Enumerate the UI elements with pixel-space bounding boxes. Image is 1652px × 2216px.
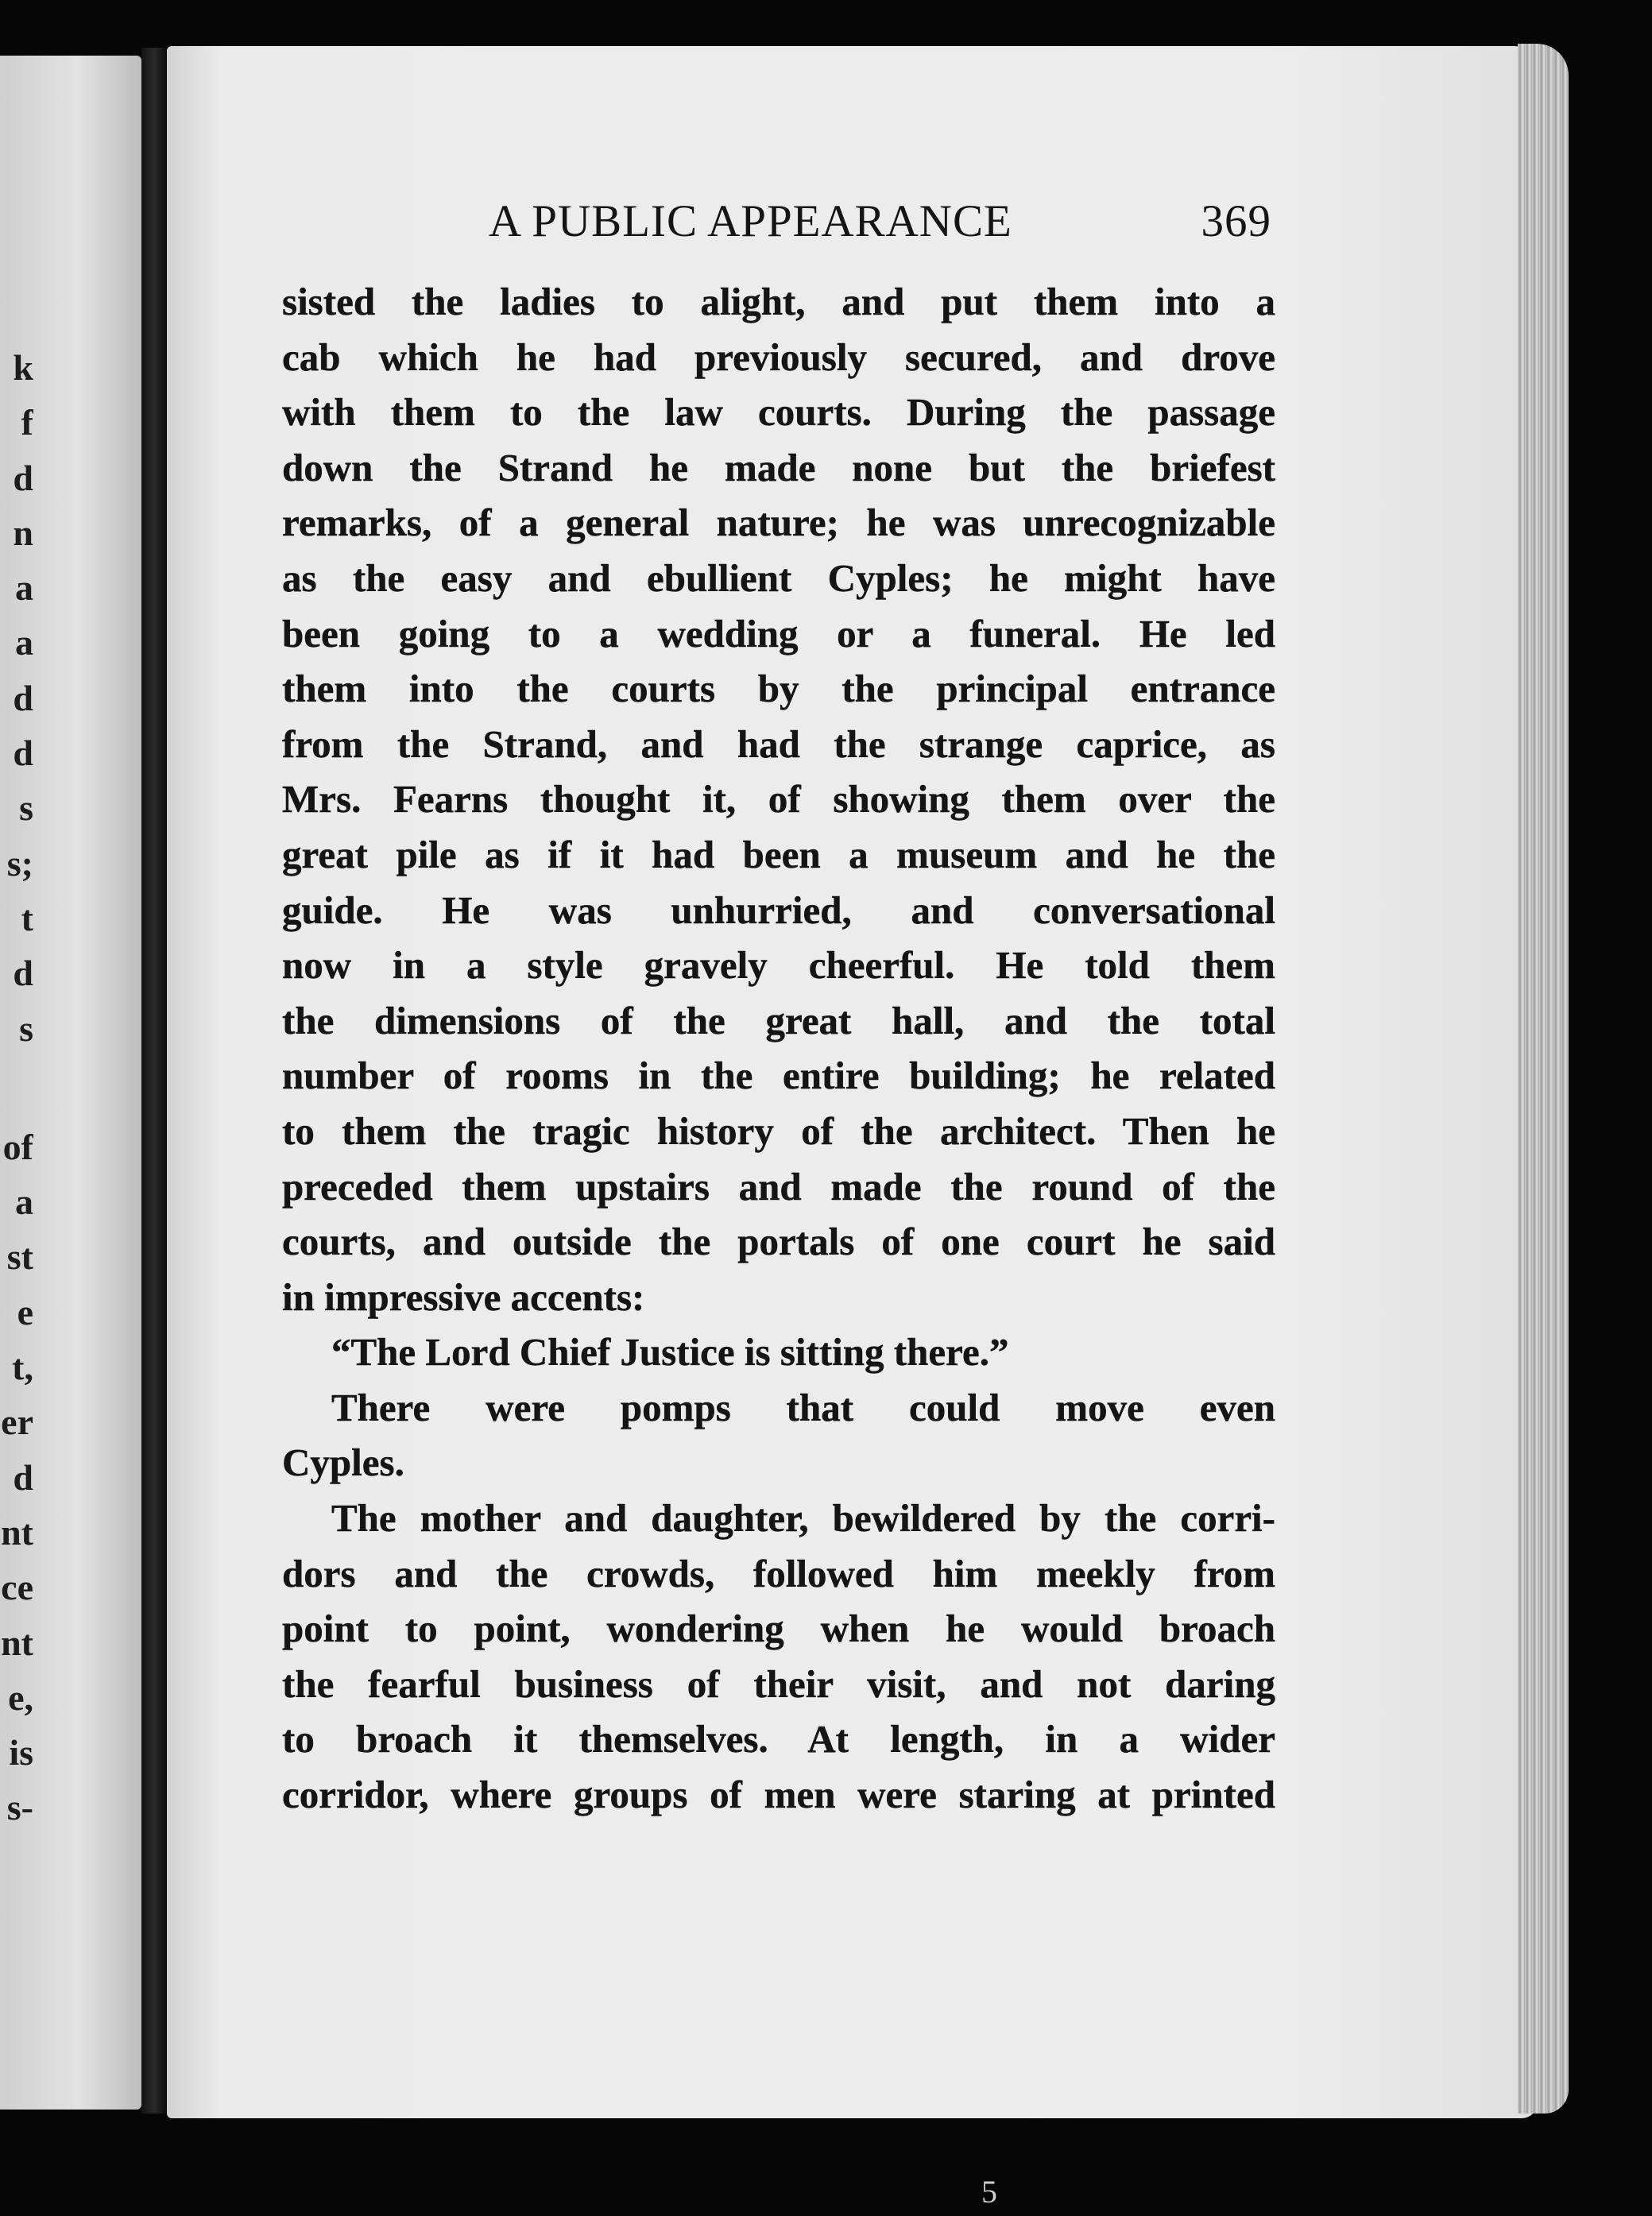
- text-line: been going to a wedding or a funeral. He led: [282, 611, 1275, 656]
- left-fragment: st: [6, 1236, 33, 1278]
- left-fragment: a: [15, 1181, 33, 1223]
- text-line: sisted the ladies to alight, and put them into a: [282, 280, 1275, 323]
- left-fragment: er: [1, 1402, 33, 1443]
- text-line: great pile as if it had been a museum and he the: [282, 832, 1275, 876]
- left-fragment: n: [13, 512, 33, 553]
- book-gutter: [141, 48, 167, 2114]
- text-line: with them to the law courts. During the passage: [282, 390, 1275, 435]
- text-line: as the easy and ebullient Cyples; he might have: [282, 555, 1275, 600]
- text-line: the dimensions of the great hall, and the total: [282, 998, 1275, 1042]
- text-line: the fearful business of their visit, and not daring: [282, 1661, 1275, 1706]
- text-line: preceded them upstairs and made the round of the: [282, 1164, 1275, 1209]
- text-line: Mrs. Fearns thought it, of showing them over the: [282, 777, 1275, 822]
- text-line: Cyples.: [282, 1441, 404, 1485]
- left-fragment: f: [21, 402, 33, 443]
- left-fragment: d: [13, 1456, 33, 1498]
- left-page-edge: [0, 56, 141, 2110]
- page-stack-edge: [1518, 44, 1569, 2114]
- footer-mark: 5: [981, 2174, 997, 2210]
- left-fragment: e,: [8, 1677, 33, 1718]
- text-line: guide. He was unhurried, and conversational: [282, 888, 1275, 932]
- text-line: corridor, where groups of men were staring at printed: [282, 1773, 1275, 1817]
- text-line: remarks, of a general nature; he was unrecognizable: [282, 501, 1275, 545]
- left-fragment: is: [9, 1732, 33, 1773]
- text-line: in impressive accents:: [282, 1274, 645, 1319]
- text-line: now in a style gravely cheerful. He told them: [282, 943, 1275, 988]
- left-fragment: of: [2, 1126, 33, 1167]
- left-fragment: d: [13, 733, 33, 774]
- text-line: courts, and outside the portals of one court he said: [282, 1220, 1275, 1264]
- text-line: The mother and daughter, bewildered by the corri-: [331, 1496, 1275, 1541]
- text-line: point to point, wondering when he would broach: [282, 1607, 1275, 1651]
- text-line: dors and the crowds, followed him meekly from: [282, 1551, 1275, 1595]
- text-line: down the Strand he made none but the briefest: [282, 445, 1275, 489]
- left-fragment: t,: [12, 1347, 33, 1388]
- left-fragment: e: [17, 1291, 33, 1332]
- left-fragment: k: [13, 347, 33, 388]
- left-fragment: a: [15, 567, 33, 609]
- left-fragment: ce: [1, 1567, 33, 1608]
- left-fragment: s-: [6, 1787, 33, 1828]
- running-head: [489, 195, 1271, 251]
- left-fragment: t: [21, 897, 33, 938]
- running-head-title: A PUBLIC APPEARANCE: [489, 196, 1012, 246]
- left-fragment: d: [13, 677, 33, 718]
- left-fragment: s: [19, 787, 33, 829]
- text-line: There were pomps that could move even: [331, 1385, 1275, 1429]
- body-text: [282, 274, 1275, 1823]
- left-fragment: s: [19, 1007, 33, 1049]
- left-fragment: s;: [6, 842, 33, 884]
- left-fragment: d: [13, 953, 33, 994]
- left-fragment: a: [15, 622, 33, 663]
- text-line: them into the courts by the principal entrance: [282, 667, 1275, 711]
- left-fragment: nt: [1, 1511, 33, 1553]
- left-fragment: d: [13, 457, 33, 498]
- text-line: to broach it themselves. At length, in a wider: [282, 1717, 1275, 1762]
- text-line: from the Strand, and had the strange caprice, as: [282, 721, 1275, 766]
- text-line: number of rooms in the entire building; he related: [282, 1054, 1275, 1098]
- left-fragment: nt: [1, 1622, 33, 1663]
- page-number: 369: [1201, 196, 1271, 246]
- text-line: to them the tragic history of the architect. Then he: [282, 1108, 1275, 1153]
- text-line: cab which he had previously secured, and drove: [282, 335, 1275, 379]
- text-line: “The Lord Chief Justice is sitting there.”: [331, 1330, 1009, 1375]
- left-page-fragments: [0, 340, 33, 1828]
